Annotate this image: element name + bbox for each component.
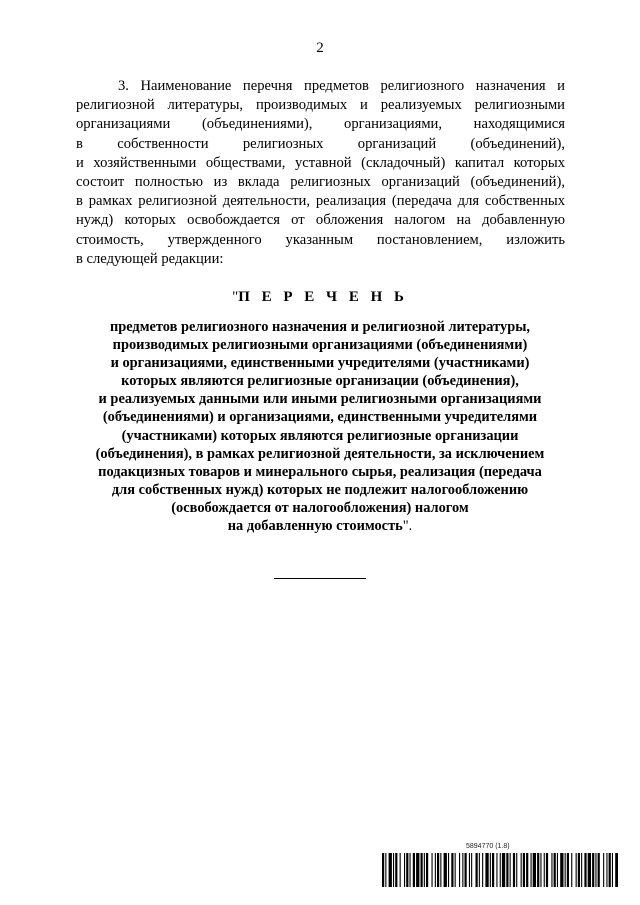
paragraph-line: состоит полностью из вклада религиозных организаций (объединений),	[76, 174, 565, 191]
paragraph-line: и хозяйственными обществами, уставной (складочный) капитал которых	[76, 154, 565, 171]
subtitle-line: для собственных нужд) которых не подлежит налогообложению	[111, 481, 529, 498]
list-title-text: П Е Р Е Ч Е Н Ь	[238, 289, 408, 305]
list-subtitle	[0, 318, 640, 535]
subtitle-line: которых являются религиозные организации (объединения),	[121, 373, 519, 390]
subtitle-line: и реализуемых данными или иными религиозными организациями	[98, 391, 542, 408]
list-title	[0, 289, 640, 306]
paragraph-line: 3. Наименование перечня предметов религиозного назначения и	[118, 78, 565, 94]
subtitle-line: (участниками) которых являются религиозные организации	[121, 427, 519, 444]
subtitle-line: на добавленную стоимость	[227, 518, 403, 535]
subtitle-line: подакцизных товаров и минерального сырья, реализация (передача	[98, 463, 542, 480]
paragraph-line: стоимость, утвержденного указанным постановлением, изложить	[76, 231, 565, 248]
subtitle-line: (объединения), в рамках религиозной деятельности, за исключением	[95, 445, 545, 462]
paragraph-line: нужд) которых освобождается от обложения налогом на добавленную	[76, 212, 565, 229]
opening-quote: "	[232, 289, 239, 305]
paragraph-line: религиозной литературы, производимых и реализуемых религиозными	[76, 97, 565, 114]
divider-line	[274, 578, 366, 579]
amendment-paragraph	[76, 77, 565, 269]
paragraph-line: организациями (объединениями), организациями, находящимися	[76, 116, 565, 133]
subtitle-line: предметов религиозного назначения и религиозной литературы,	[109, 319, 531, 335]
barcode-label: 5894770 (1.8)	[466, 843, 510, 850]
subtitle-last-line	[0, 517, 640, 535]
barcode-image	[382, 853, 618, 887]
paragraph-line: в собственности религиозных организаций (объединений),	[76, 135, 565, 152]
subtitle-line: (освобождается от налогообложения) налогом	[171, 499, 469, 516]
subtitle-line: (объединениями) и организациями, единственными учредителями	[102, 409, 538, 426]
subtitle-line: и организациями, единственными учредителями (участниками)	[110, 355, 530, 372]
paragraph-line: в рамках религиозной деятельности, реализация (передача для собственных	[76, 193, 565, 210]
page-number: 2	[316, 40, 324, 56]
subtitle-line: производимых религиозными организациями (объединениями)	[112, 337, 528, 354]
closing-quote: ".	[402, 518, 413, 535]
paragraph-line: в следующей редакции:	[76, 250, 224, 267]
